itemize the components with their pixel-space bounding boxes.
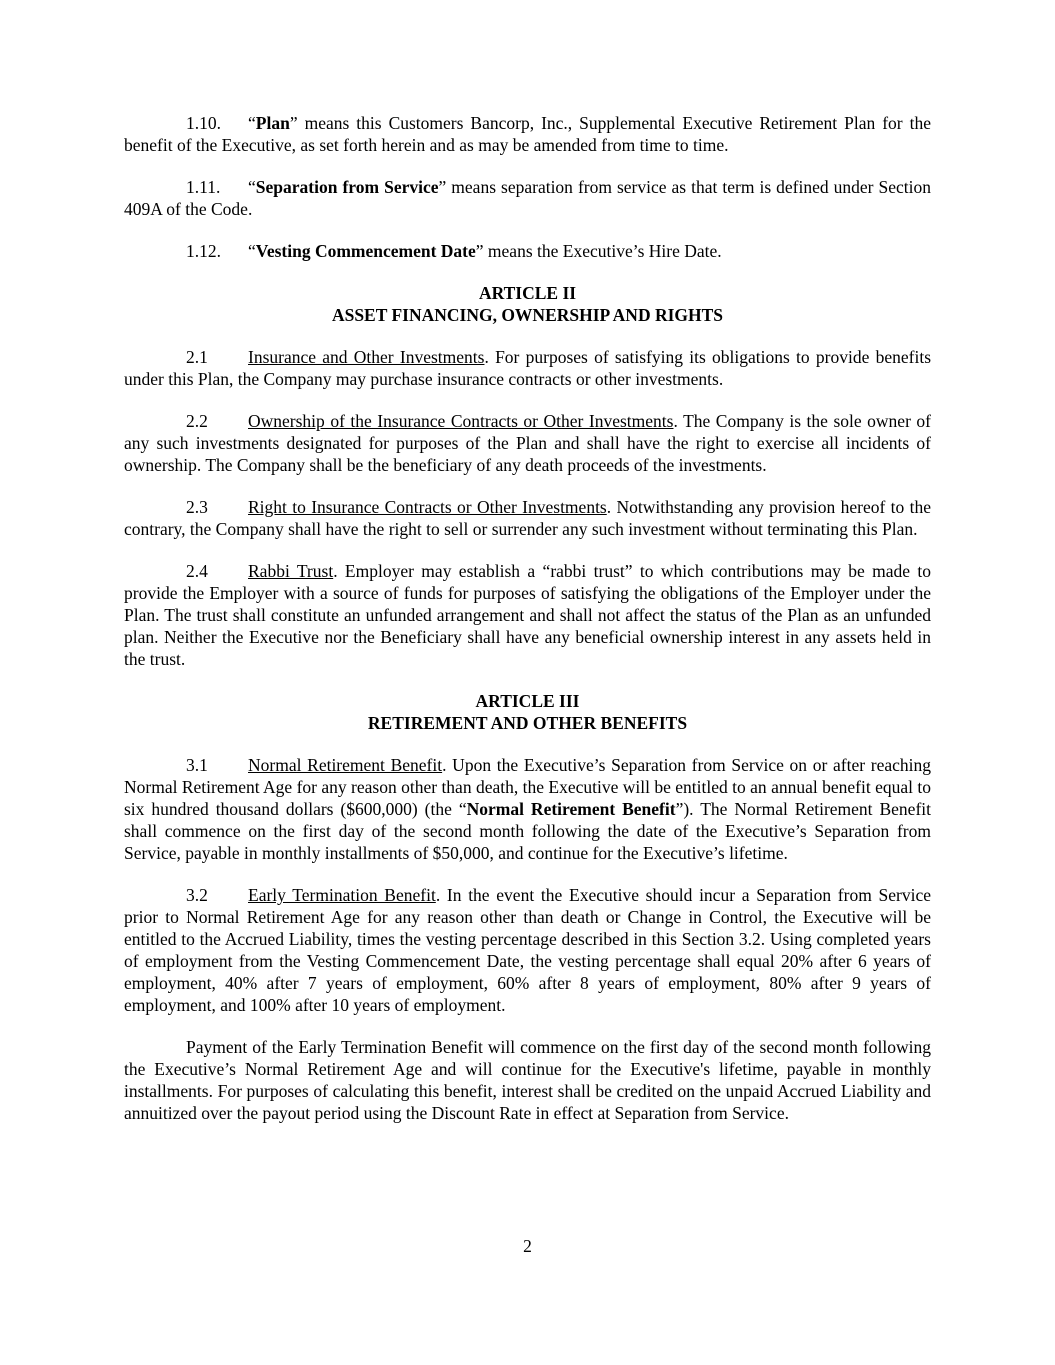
defined-term: Vesting Commencement Date (255, 241, 476, 261)
article-3-heading (124, 690, 931, 734)
document-page (124, 112, 931, 1144)
section-number: 1.10. (186, 113, 221, 133)
section-text: . Upon the Executive’s Separation from Service on or after reaching Normal Retirement Age for any reason other than death, the Executive will be entitled to an annual benefit equal to six hundred thousand dollars ($600,000) (the “ (124, 755, 932, 819)
section-number: 1.11. (186, 177, 221, 197)
section-number: 2.3 (186, 497, 208, 517)
section-text: ” means the Executive’s Hire Date. (475, 241, 722, 261)
section-heading: Early Termination Benefit (248, 885, 436, 905)
section-3-1 (124, 754, 931, 864)
article-2-heading (124, 282, 931, 326)
section-3-2 (124, 884, 931, 1016)
page-number: 2 (523, 1236, 532, 1256)
section-text: ” means this Customers Bancorp, Inc., Supplemental Executive Retirement Plan for the benefit of the Executive, as set forth herein and as may be amended from time to time. (124, 113, 931, 155)
section-2-3 (124, 496, 931, 540)
section-number: 3.2 (186, 885, 208, 905)
section-2-4 (124, 560, 931, 670)
defined-term: Separation from Service (255, 177, 439, 197)
section-2-2 (124, 410, 931, 476)
section-number: 2.1 (186, 347, 208, 367)
section-number: 2.2 (186, 411, 208, 431)
section-number: 1.12. (186, 241, 221, 261)
section-1-11: 1.11. “Separation from Service” means separation from service as that term is defined under Section 409A of the Code. (124, 177, 931, 219)
defined-term: Normal Retirement Benefit (466, 799, 676, 819)
section-heading: Ownership of the Insurance Contracts or Other Investments (248, 411, 674, 431)
section-text: Payment of the Early Termination Benefit will commence on the first day of the second month following the Executive’s Normal Retirement Age and will continue for the Executive's lifetime, payable in monthly installments. For purposes of calculating this benefit, interest shall be credited on the unpaid Accrued Liability and annuitized over the payout period using the Discount Rate in effect at Separation from Service. (124, 1037, 931, 1123)
section-text: . For purposes of satisfying its obligations to provide benefits under this Plan, the Company may purchase insurance contracts or other investments. (124, 347, 931, 389)
article-subtitle: RETIREMENT AND OTHER BENEFITS (367, 713, 688, 733)
article-subtitle: ASSET FINANCING, OWNERSHIP AND RIGHTS (331, 305, 724, 325)
section-2-1 (124, 346, 931, 390)
section-3-2-payment (124, 1036, 931, 1124)
article-title: ARTICLE III (475, 691, 580, 711)
article-title: ARTICLE II (478, 283, 577, 303)
section-text: . In the event the Executive should incur a Separation from Service prior to Normal Retirement Age for any reason other than death or Change in Control, the Executive will be entitled to the Accrued Liability, times the vesting percentage described in this Section 3.2. Using completed years of employment from the Vesting Commencement Date, the vesting percentage shall equal 20% after 6 years of employment, 40% after 7 years of employment, 60% after 8 years of employment, 80% after 9 years of employment, and 100% after 10 years of employment. (124, 885, 931, 1015)
defined-term: Plan (255, 113, 290, 133)
section-text: ” means separation from service as that term is defined under Section 409A of the Code. (124, 177, 931, 219)
section-text: . Notwithstanding any provision hereof to the contrary, the Company shall have the right to sell or surrender any such investment without terminating this Plan. (124, 497, 931, 539)
section-text: . Employer may establish a “rabbi trust” to which contributions may be made to provide the Employer with a source of funds for purposes of satisfying the obligations of the Employer under the Plan. The trust shall constitute an unfunded arrangement and shall not affect the status of the Plan as an unfunded plan. Neither the Executive nor the Beneficiary shall have any beneficial ownership interest in any assets held in the trust. (124, 561, 932, 669)
section-text: . The Company is the sole owner of any such investments designated for purposes of the Plan and shall have the right to exercise all incidents of ownership. The Company shall be the beneficiary of any death proceeds of the investments. (124, 411, 931, 475)
section-number: 2.4 (186, 561, 208, 581)
section-heading: Insurance and Other Investments (248, 347, 485, 367)
section-1-10: 1.10. “Plan” means this Customers Bancorp, Inc., Supplemental Executive Retirement Plan for the benefit of the Executive, as set forth herein and as may be amended from time to time. (124, 113, 931, 155)
section-heading: Right to Insurance Contracts or Other Investments (248, 497, 607, 517)
section-heading: Rabbi Trust (248, 561, 334, 581)
section-number: 3.1 (186, 755, 208, 775)
section-1-12: 1.12. “Vesting Commencement Date” means the Executive’s Hire Date. (186, 241, 722, 261)
section-heading: Normal Retirement Benefit (248, 755, 443, 775)
section-text: ”). The Normal Retirement Benefit shall commence on the first day of the second month following the date of the Executive’s Separation from Service, payable in monthly installments of $50,000, and continue for the Executive’s lifetime. (124, 799, 932, 863)
